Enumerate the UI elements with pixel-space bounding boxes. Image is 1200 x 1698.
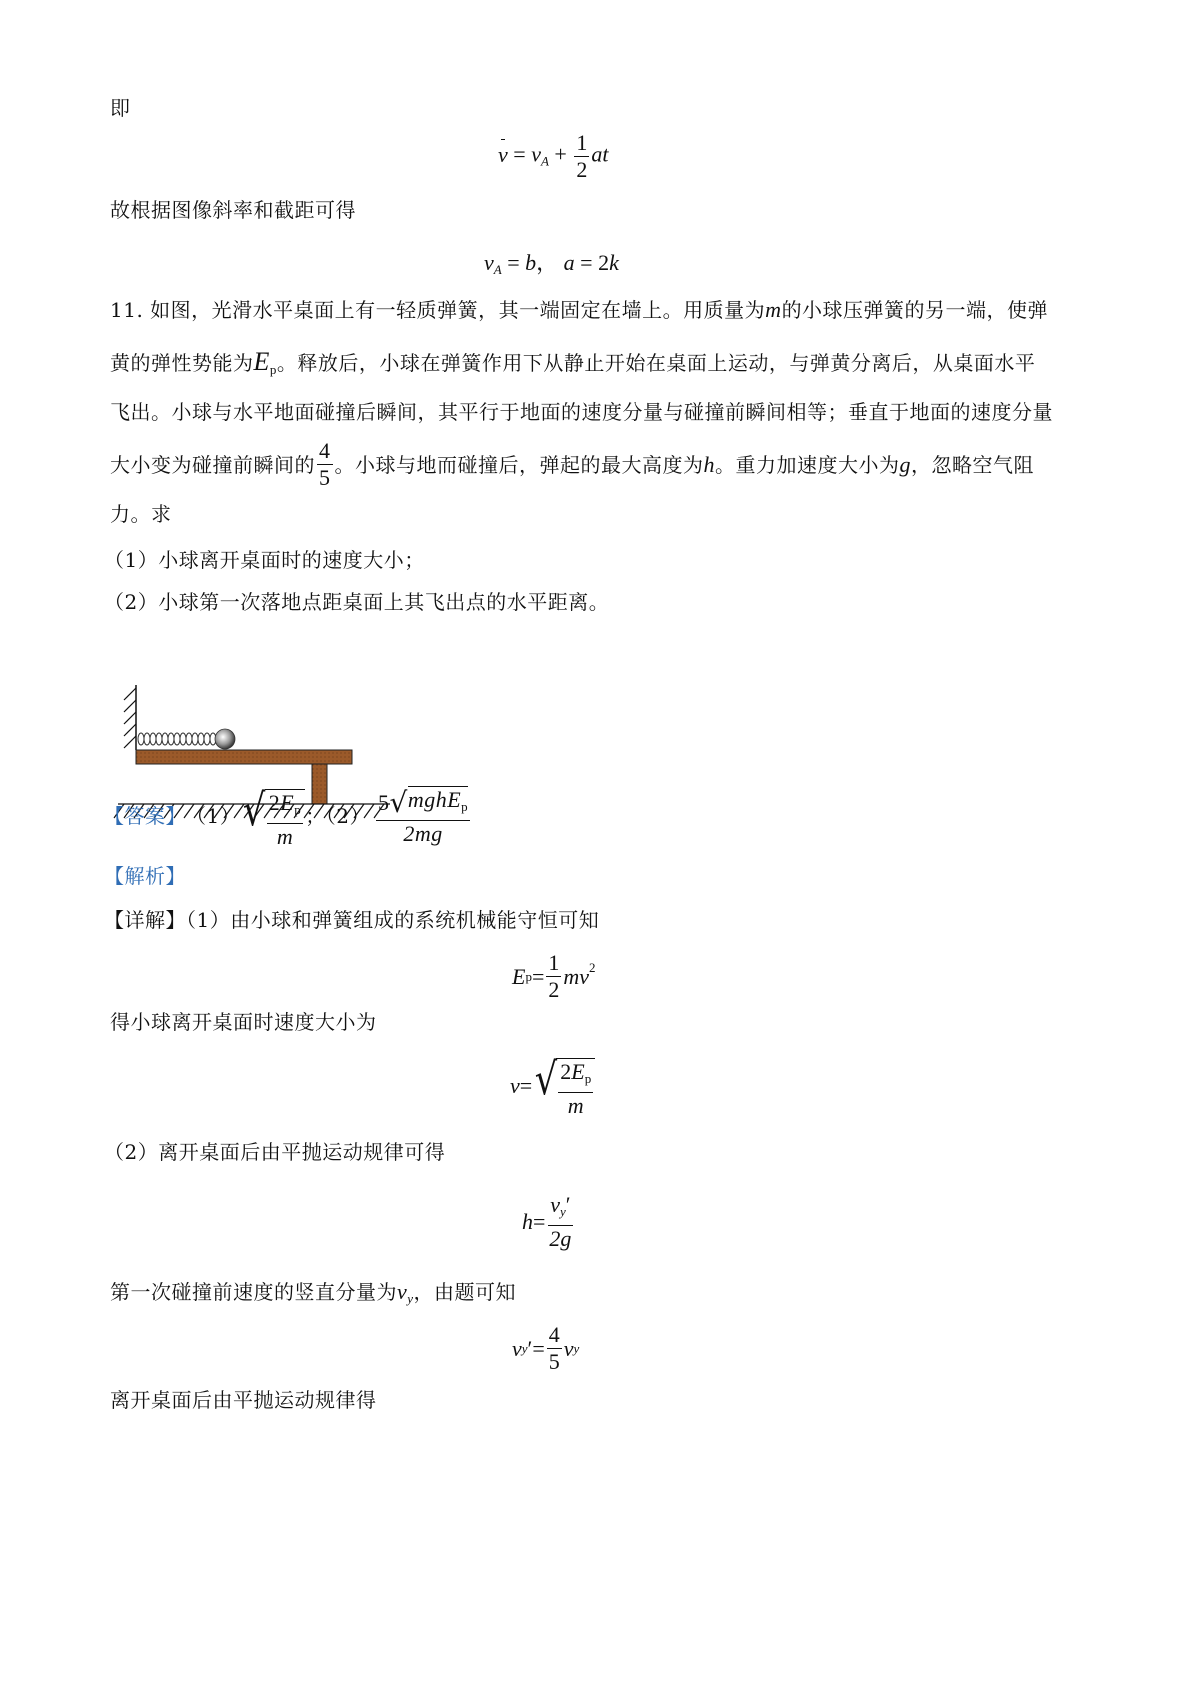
fraction-four-fifths (547, 1322, 562, 1375)
sub-p: p (584, 1071, 592, 1086)
var-v: v (531, 141, 541, 167)
fraction-half (546, 950, 561, 1003)
sub-p: p (525, 968, 532, 984)
var-v: v (563, 1335, 574, 1361)
text: 第一次碰撞前速度的竖直分量为 (110, 1280, 397, 1304)
denominator: 2 (576, 157, 588, 182)
question-11-line-1 (110, 298, 1048, 322)
detail-line-5: 离开桌面后由平抛运动规律得 (110, 1388, 377, 1412)
eq-sign: = (532, 1335, 545, 1361)
answer-1-sqrt (240, 783, 305, 850)
analysis-label: 【解析】 (104, 864, 186, 888)
equation-results (484, 246, 619, 278)
sqrt (532, 1052, 595, 1119)
prime: ′ (565, 1192, 571, 1217)
text: 。小球与地而碰撞后，弹起的最大高度为 (334, 452, 704, 477)
comma: ， (536, 250, 559, 275)
equation-velocity (510, 1052, 595, 1119)
sub-p: p (294, 801, 302, 817)
radical-sign: √ (243, 784, 266, 836)
numerator: 1 (576, 130, 588, 155)
radicand (408, 786, 468, 820)
sub-A: A (540, 153, 549, 169)
var-E: E (512, 963, 526, 989)
coef-2: 2 (560, 1059, 572, 1084)
denominator: 5 (548, 1349, 560, 1374)
sub-question-1: （1）小球离开桌面时的速度大小； (104, 548, 425, 572)
fraction (267, 790, 303, 850)
ball (215, 729, 235, 749)
question-11-line-4 (110, 438, 1034, 491)
spring (138, 733, 216, 745)
fraction-four-fifths (317, 438, 333, 491)
part-1-label: （1） (186, 804, 241, 828)
fraction-half (574, 130, 589, 183)
numerator: 4 (319, 438, 331, 463)
text: ，由题可知 (413, 1280, 517, 1304)
answer-2-fraction (376, 786, 470, 847)
term-at: at (591, 141, 609, 167)
var-a: a (563, 250, 575, 275)
var-g: g (899, 451, 911, 477)
eq-sign: = (513, 141, 526, 167)
sub-p: p (461, 798, 469, 814)
eq-sign: = (533, 1209, 546, 1234)
var-m: m (567, 1093, 584, 1118)
eq-sign: = (507, 250, 526, 275)
sub-y: y (560, 1204, 566, 1219)
sub-y: y (521, 1340, 528, 1356)
numerator: 4 (548, 1322, 560, 1347)
coef-2: 2 (268, 789, 281, 815)
text: 黄的弹性势能为 (110, 351, 254, 375)
denominator-2g: 2g (549, 1226, 572, 1251)
equation-energy (512, 950, 596, 1003)
var-m: m (765, 297, 782, 322)
text: 大小变为碰撞前瞬间的 (110, 452, 315, 477)
text: 11. 如图，光滑水平桌面上有一轻质弹簧，其一端固定在墙上。用质量为 (110, 298, 766, 322)
var-v: v (484, 250, 494, 275)
detail-line-1 (104, 908, 599, 932)
text: 。释放后，小球在弹簧作用下从静止开始在桌面上运动，与弹黄分离后，从桌面水平 (276, 351, 1036, 375)
question-11-line-5: 力。求 (110, 502, 172, 526)
eq-sign: = (519, 1072, 533, 1098)
var-E: E (571, 1059, 585, 1084)
v-bar: v (498, 141, 508, 167)
eq-2: = 2 (574, 250, 610, 275)
table-top (136, 750, 352, 764)
sub-question-2: （2）小球第一次落地点距桌面上其飞出点的水平距离。 (104, 590, 610, 614)
text: ，忽略空气阻 (911, 452, 1034, 477)
denominator: 5 (319, 465, 331, 490)
plus-sign: + (554, 141, 567, 167)
detail-line-4 (110, 1280, 516, 1311)
var-E: E (280, 789, 295, 815)
detail-line-3: （2）离开桌面后由平抛运动规律可得 (104, 1140, 446, 1164)
text: （1）由小球和弹簧组成的系统机械能守恒可知 (186, 908, 600, 932)
var-h: h (703, 451, 715, 477)
coef-5: 5 (377, 789, 390, 815)
var-b: b (525, 250, 537, 275)
detail-line-2: 得小球离开桌面时速度大小为 (110, 1010, 377, 1034)
var-v: v (512, 1335, 522, 1361)
denominator-2mg: 2mg (403, 820, 443, 846)
sub-A: A (493, 262, 502, 277)
var-E: E (253, 347, 270, 376)
answer-line (104, 784, 472, 849)
var-v: v (397, 1279, 408, 1304)
sub-y: y (573, 1340, 580, 1356)
var-h: h (522, 1209, 533, 1234)
radical-sign: √ (534, 1054, 558, 1105)
equation-vertical-velocity (512, 1322, 579, 1375)
equation-average-velocity (498, 130, 608, 183)
text-line-gu: 故根据图像斜率和截距可得 (110, 198, 356, 222)
sub-y: y (407, 1291, 414, 1306)
text: 的小球压弹簧的另一端，使弹 (781, 298, 1049, 322)
fraction (558, 1059, 593, 1119)
var-m: m (276, 823, 294, 849)
var-v: v (510, 1072, 520, 1098)
separator: ；（2） (305, 804, 370, 828)
question-11-line-3: 飞出。小球与水平地面碰撞后瞬间，其平行于地面的速度分量与碰撞前瞬间相等；垂直于地面的速度分量 (110, 400, 1053, 424)
sup-2: 2 (589, 960, 596, 975)
text: 。重力加速度大小为 (715, 452, 900, 477)
answer-label: 【答案】 (104, 804, 186, 828)
fraction (547, 1192, 573, 1252)
numerator: 1 (548, 950, 560, 975)
denominator: 2 (548, 977, 560, 1002)
var-k: k (609, 250, 619, 275)
var-v: v (550, 1192, 560, 1217)
sub-p: p (269, 362, 277, 377)
equation-height (522, 1192, 575, 1252)
term-mv: mv (563, 963, 590, 989)
text-line-ji: 即 (110, 96, 131, 120)
radical-sign: √ (389, 785, 408, 819)
question-11-line-2 (110, 347, 1036, 382)
var-mghE: mghE (407, 786, 462, 812)
eq-sign: = (531, 963, 545, 989)
prime: ′ (527, 1335, 533, 1361)
wall (124, 685, 136, 750)
detail-label: 【详解】 (104, 908, 186, 932)
